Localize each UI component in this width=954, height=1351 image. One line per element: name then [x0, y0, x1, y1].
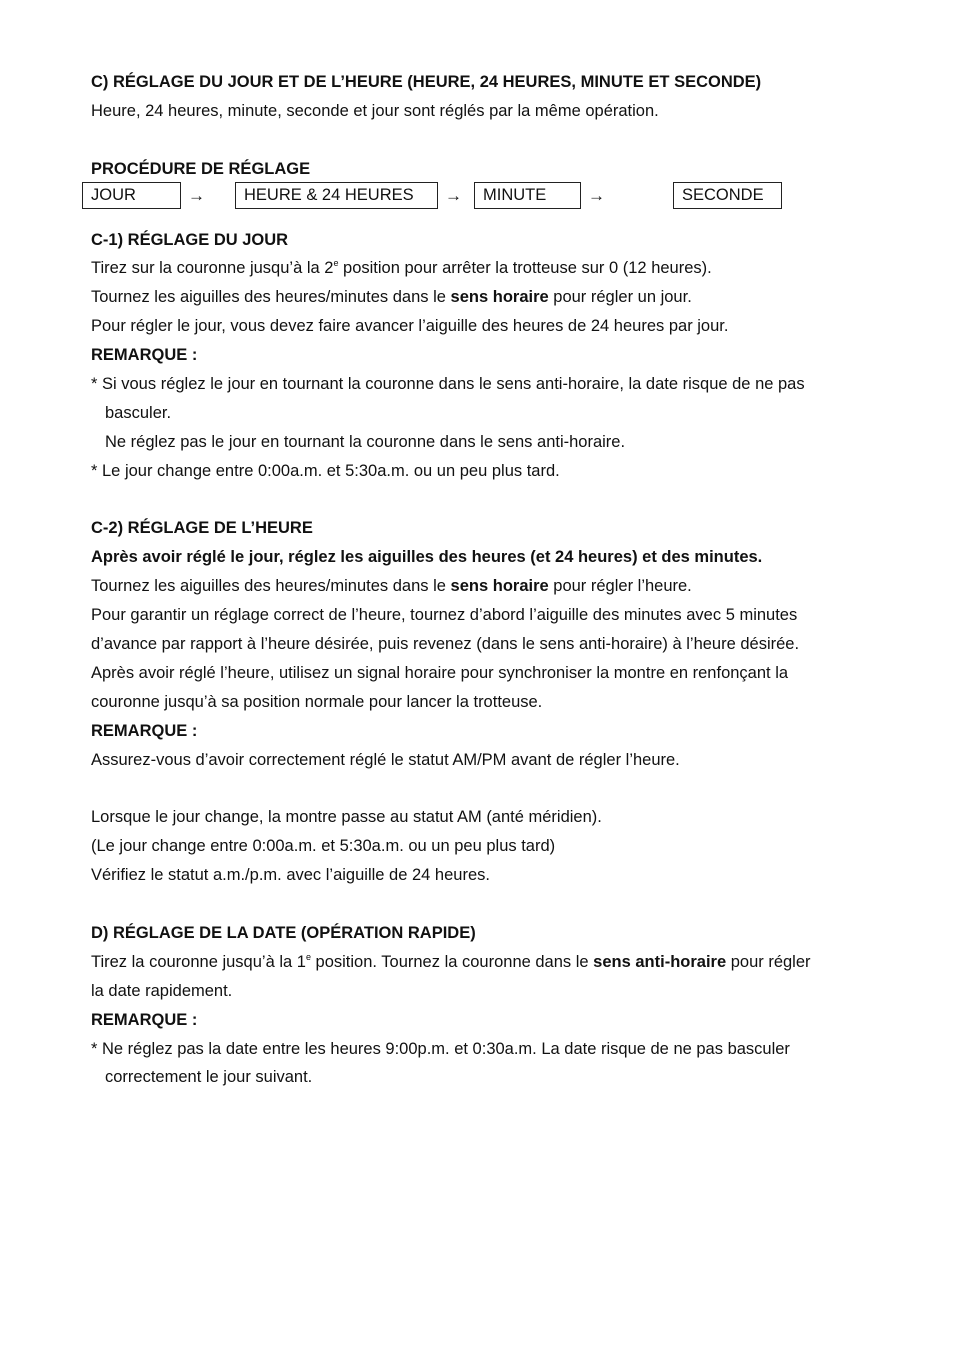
c2-paragraph: d’avance par rapport à l’heure désirée, puis revenez (dans le sens anti-horaire) à l’heure désirée. — [91, 635, 800, 654]
c1-title: C-1) RÉGLAGE DU JOUR — [91, 230, 289, 249]
c1-paragraph: Tirez sur la couronne jusqu’à la 2e position pour arrêter la trotteuse sur 0 (12 heures). — [91, 258, 712, 278]
step-heure: HEURE & 24 HEURES — [235, 182, 438, 209]
step-minute: MINUTE — [474, 182, 581, 209]
procedure-flow — [91, 182, 881, 215]
arrow-icon: → — [588, 185, 605, 205]
document-page — [91, 68, 881, 1092]
section-d-remark: * Ne réglez pas la date entre les heures 9:00p.m. et 0:30a.m. La date risque de ne pas basculer — [91, 1039, 790, 1058]
c2-paragraph: Après avoir réglé l’heure, utilisez un signal horaire pour synchroniser la montre en renfonçant la — [91, 663, 789, 682]
step-seconde: SECONDE — [673, 182, 782, 209]
procedure-title: PROCÉDURE DE RÉGLAGE — [91, 159, 311, 178]
arrow-icon: → — [188, 185, 205, 205]
section-d-title: D) RÉGLAGE DE LA DATE (OPÉRATION RAPIDE) — [91, 923, 476, 942]
section-d-paragraph: la date rapidement. — [91, 981, 233, 1000]
c2-remark: Assurez-vous d’avoir correctement réglé le statut AM/PM avant de régler l’heure. — [91, 750, 680, 769]
c2-paragraph: Pour garantir un réglage correct de l’heure, tournez d’abord l’aiguille des minutes avec 5 minutes — [91, 606, 798, 625]
c1-remark: * Le jour change entre 0:00a.m. et 5:30a.m. ou un peu plus tard. — [91, 461, 560, 480]
section-d-remark: correctement le jour suivant. — [105, 1068, 313, 1087]
section-c-title: C) RÉGLAGE DU JOUR ET DE L’HEURE (HEURE, 24 HEURES, MINUTE ET SECONDE) — [91, 73, 762, 91]
c2-note: Lorsque le jour change, la montre passe au statut AM (anté méridien). — [91, 808, 602, 827]
c2-note: (Le jour change entre 0:00a.m. et 5:30a.m. ou un peu plus tard) — [91, 837, 556, 856]
c1-remark: Ne réglez pas le jour en tournant la couronne dans le sens anti-horaire. — [105, 432, 626, 451]
c2-title: C-2) RÉGLAGE DE L’HEURE — [91, 519, 313, 538]
c1-paragraph: Pour régler le jour, vous devez faire avancer l’aiguille des heures de 24 heures par jour. — [91, 317, 729, 336]
c1-paragraph: Tournez les aiguilles des heures/minutes dans le sens horaire pour régler un jour. — [91, 288, 692, 307]
section-d-remark-label: REMARQUE : — [91, 1010, 198, 1029]
c1-remark-label: REMARQUE : — [91, 346, 198, 365]
c2-note: Vérifiez le statut a.m./p.m. avec l’aiguille de 24 heures. — [91, 866, 490, 885]
c2-lead: Après avoir réglé le jour, réglez les aiguilles des heures (et 24 heures) et des minutes. — [91, 548, 763, 567]
c2-paragraph: Tournez les aiguilles des heures/minutes dans le sens horaire pour régler l’heure. — [91, 577, 692, 596]
arrow-icon: → — [445, 185, 462, 205]
c1-remark: basculer. — [105, 403, 172, 422]
step-jour: JOUR — [82, 182, 181, 209]
c2-remark-label: REMARQUE : — [91, 721, 198, 740]
c1-remark: * Si vous réglez le jour en tournant la couronne dans le sens anti-horaire, la date risque de ne pas — [91, 375, 805, 394]
c2-paragraph: couronne jusqu’à sa position normale pour lancer la trotteuse. — [91, 692, 543, 711]
section-d-paragraph: Tirez la couronne jusqu’à la 1e position. Tournez la couronne dans le sens anti-horaire pour régler — [91, 951, 811, 971]
section-c-intro: Heure, 24 heures, minute, seconde et jour sont réglés par la même opération. — [91, 101, 659, 120]
